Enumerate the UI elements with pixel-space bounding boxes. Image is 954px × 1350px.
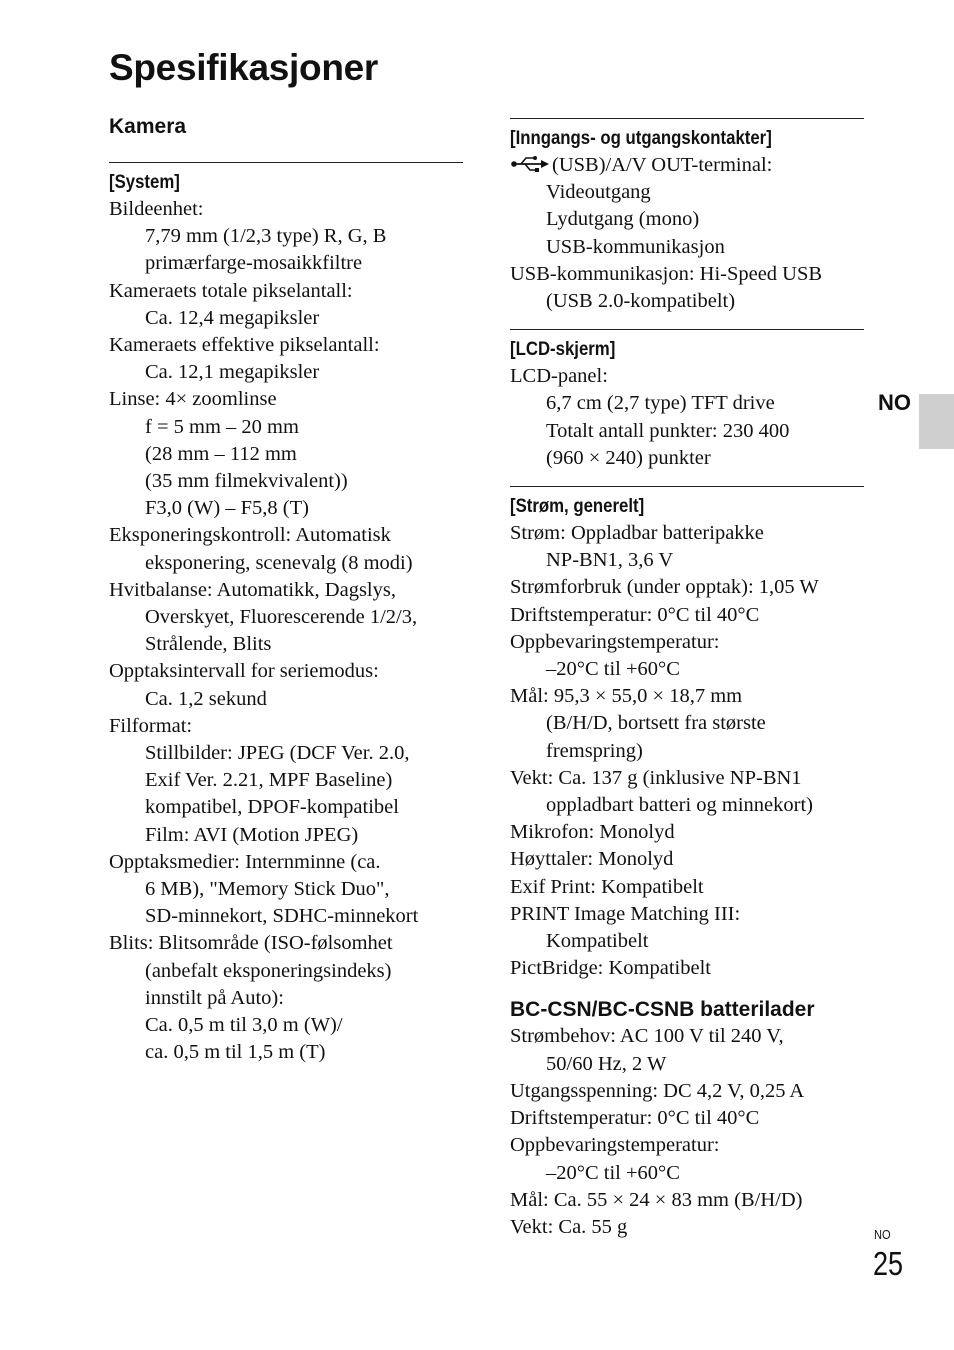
usb-trident-icon [510, 154, 550, 174]
spec-entry: Oppbevaringstemperatur: –20°C til +60°C [510, 1134, 720, 1184]
spec-entry: Hvitbalanse: Automatikk, Dagslys, Overskyet, Fluorescerende 1/2/3, Strålende, Blits [109, 578, 418, 656]
usb-entry-text: (USB)/A/V OUT-terminal: Videoutgang Lydutgang (mono) USB-kommunikasjon [546, 154, 773, 258]
spec-entry: Kameraets effektive pikselantall: Ca. 12,1 megapiksler [109, 334, 380, 384]
footer-language: NO [874, 1227, 891, 1242]
spec-entry: Mål: Ca. 55 × 24 × 83 mm (B/H/D) [510, 1188, 803, 1211]
page-number: 25 [873, 1245, 904, 1282]
usb-av-entry [510, 152, 864, 261]
lcd-section [510, 329, 864, 472]
spec-entry: Opptaksintervall for seriemodus: Ca. 1,2 sekund [109, 660, 379, 710]
system-section [109, 162, 463, 1067]
spec-entry: Opptaksmedier: Internminne (ca. 6 MB), "Memory Stick Duo", SD-minnekort, SDHC-minnekort [109, 850, 419, 928]
spec-entry: Utgangsspenning: DC 4,2 V, 0,25 A [510, 1079, 805, 1102]
spec-entry: Strømbehov: AC 100 V til 240 V, 50/60 Hz, 2 W [510, 1025, 784, 1075]
spec-entry: Strømforbruk (under opptak): 1,05 W [510, 576, 819, 599]
language-tab [919, 394, 954, 449]
spec-entry: Blits: Blitsområde (ISO-følsomhet (anbefalt eksponeringsindeks) innstilt på Auto): Ca. 0,5 m til 3,0 m (W)/ ca. 0,5 m til 1,5 m (T) [109, 932, 393, 1064]
spec-entry: Eksponeringskontroll: Automatisk eksponering, scenevalg (8 modi) [109, 524, 413, 574]
spec-entry: Driftstemperatur: 0°C til 40°C [510, 1107, 760, 1130]
spec-entry: PRINT Image Matching III: Kompatibelt [510, 902, 741, 953]
spec-entry: Bildeenhet: 7,79 mm (1/2,3 type) R, G, B primærfarge-mosaikkfiltre [109, 198, 387, 275]
spec-entry: Exif Print: Kompatibelt [510, 875, 704, 898]
spec-entry: LCD-panel: 6,7 cm (2,7 type) TFT drive Totalt antall punkter: 230 400 (960 × 240) punkter [510, 365, 790, 469]
spec-entry: Filformat: Stillbilder: JPEG (DCF Ver. 2.0, Exif Ver. 2.21, MPF Baseline) kompatibel, DPOF-kompatibel Film: AVI (Motion JPEG) [109, 714, 410, 846]
spec-entry: Oppbevaringstemperatur: –20°C til +60°C [510, 630, 720, 681]
power-section [510, 486, 864, 982]
charger-heading: BC-CSN/BC-CSNB batterilader [510, 998, 815, 1022]
right-column [510, 118, 870, 1241]
language-tab-label: NO [878, 390, 911, 415]
section-heading: [Inngangs- og utgangskontakter] [510, 127, 772, 149]
charger-section [510, 1023, 870, 1241]
spec-entry: Strøm: Oppladbar batteripakke NP-BN1, 3,6 V [510, 522, 764, 572]
camera-heading: Kamera [109, 115, 187, 138]
section-heading: [Strøm, generelt] [510, 495, 645, 518]
spec-entry: Driftstemperatur: 0°C til 40°C [510, 603, 760, 626]
section-heading: [System] [109, 171, 180, 193]
section-heading: [LCD-skjerm] [510, 338, 616, 361]
spec-entry: Vekt: Ca. 55 g [510, 1215, 628, 1238]
left-column [109, 108, 469, 1081]
page-title: Spesifikasjoner [109, 47, 379, 88]
spec-entry: Linse: 4× zoomlinse f = 5 mm – 20 mm (28 mm – 112 mm (35 mm filmekvivalent)) F3,0 (W) – F5,8 (T) [109, 388, 348, 520]
spec-entry: Kameraets totale pikselantall: Ca. 12,4 megapiksler [109, 279, 353, 329]
spec-entry: Mål: 95,3 × 55,0 × 18,7 mm (B/H/D, bortsett fra største fremspring) [510, 685, 766, 762]
spec-entry: Vekt: Ca. 137 g (inklusive NP-BN1 oppladbart batteri og minnekort) [510, 766, 813, 817]
spec-entry: Mikrofon: Monolyd [510, 821, 675, 844]
spec-entry: USB-kommunikasjon: Hi-Speed USB (USB 2.0-kompatibelt) [510, 262, 823, 313]
io-section [510, 118, 864, 315]
spec-entry: Høyttaler: Monolyd [510, 848, 674, 871]
spec-entry: PictBridge: Kompatibelt [510, 957, 711, 980]
